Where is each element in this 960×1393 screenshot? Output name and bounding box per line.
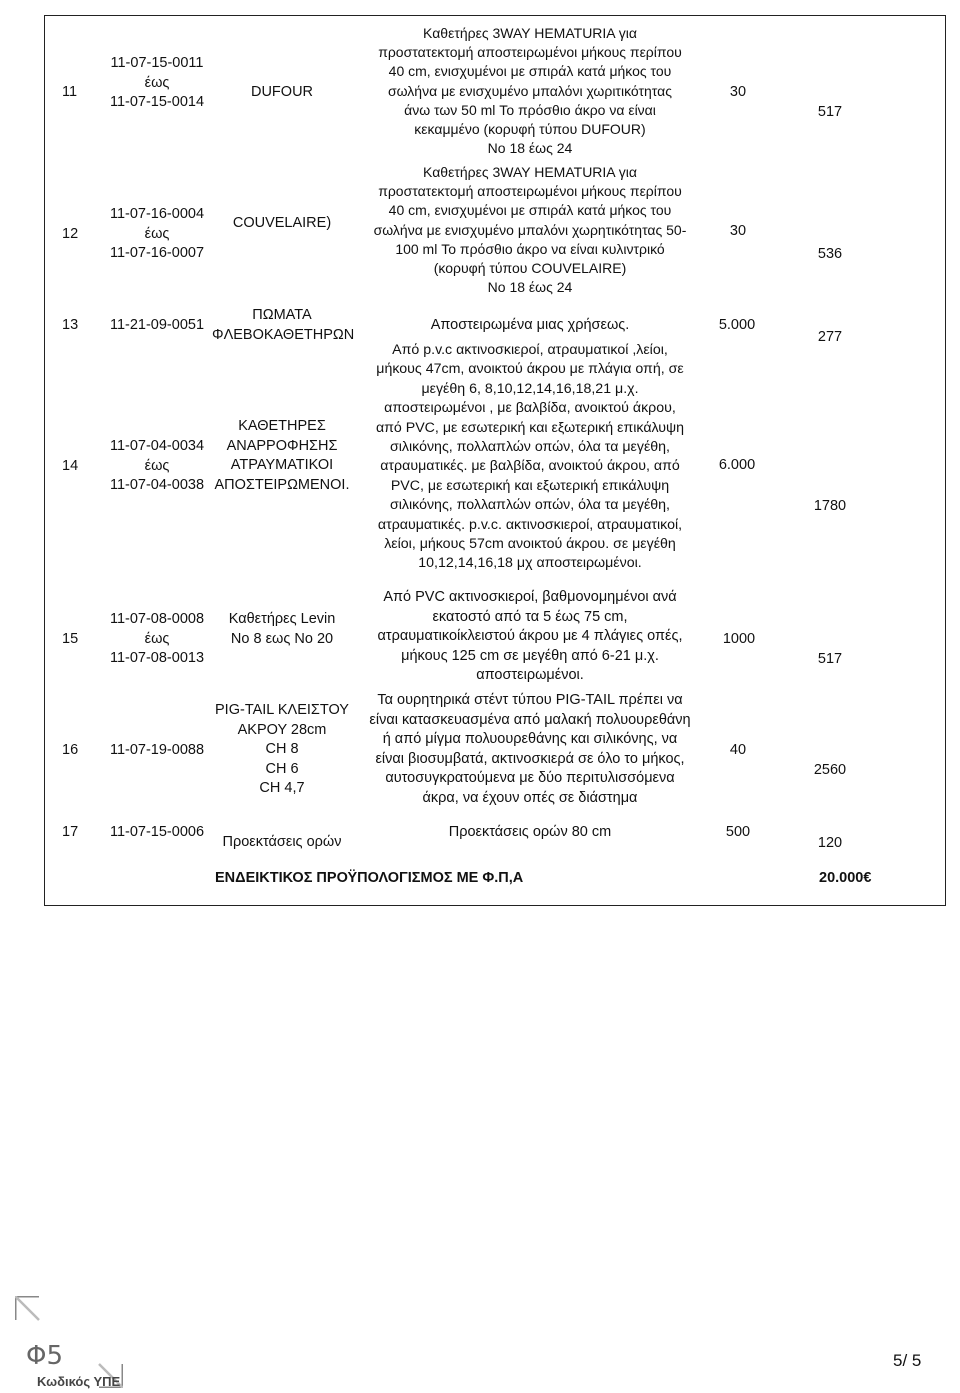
row-13-category: ΠΩΜΑΤΑ ΦΛΕΒΟΚΑΘΕΤΗΡΩΝ [212,307,355,343]
row-14-code: 11-07-04-0034 έως 11-07-04-0038 [109,438,205,494]
row-15-code: 11-07-08-0008 έως 11-07-08-0013 [109,611,205,667]
row-15-qty: 1000 [722,631,756,647]
row-11-no: 11 [62,84,78,100]
row-16-price: 2560 [813,762,847,778]
row-14-description: Από p.v.c ακτινοσκιεροί, ατραυματικοί ,λείοι, μήκους 47cm, ανοικτού άκρου με πλάγια οπή, σε μεγέθη 6, 8,10,12,14,16,18,21 μ.χ. αποστειρωμένοι , με βαλβίδα, ανοικτού άκρου, από PVC, με εσωτερική και εξωτερική επικάλυψη σιλικόνης, πολλαπλών οπών, όλα τα μεγέθη, ατραυματικές. με βαλβίδα, ανοικτού άκρου, από PVC, με εσωτερική και εξωτερική επικάλυψη σιλικόνης, πολλαπλών οπών, όλα τα μεγέθη, ατραυματικές. p.v.c. ακτινοσκιεροί, ατραυματικοί, λείοι, μήκους 57cm ανοικτού άκρου. σε μεγέθη 10,12,14,16,18 μχ αποστειρωμένοι. [375,342,685,572]
row-13-code: 11-21-09-0051 [109,317,205,333]
row-17-category: Προεκτάσεις ορών [222,834,342,850]
row-15-category: Καθετήρες Levin Νο 8 εως Νο 20 [228,611,336,647]
row-17-qty: 500 [725,824,751,840]
row-11-category: DUFOUR [250,84,314,100]
row-15-price: 517 [817,651,843,667]
euro-symbol: € [863,870,872,886]
row-13-description: Αποστειρωμένα μιας χρήσεως. [430,317,630,333]
row-11-description: Καθετήρες 3WAY HEMATURIA για προστατεκτομή αποστειρωμένοι μήκους περίπου 40 cm, ενισχυμένοι με σπιράλ κατά μήκος του σωλήνα με ενισχυμένο μπαλόνι χωριτικότητας άνω των 50 ml Το πρόσθιο άκρο να είναι κεκαμμένο (κορυφή τύπου DUFOUR) Νο 18 έως 24 [378,25,682,157]
row-12-description: Καθετήρες 3WAY HEMATURIA για προστατεκτομή αποστειρωμένοι μήκους περίπου 40 cm, ενισχυμένοι με σπιράλ κατά μήκος του σωλήνα με ενισχυμένο μπαλόνι χωρητικότητας 50- 100 ml Το πρόσθιο άκρο να είναι κυλιντρικό (κορυφή τύπου COUVELAIRE) Νο 18 έως 24 [373,164,687,296]
total-amount: 20.000 [819,870,864,886]
row-15-no: 15 [62,631,79,647]
row-17-description: Προεκτάσεις ορών 80 cm [448,824,612,840]
row-14-qty: 6.000 [718,457,756,473]
row-16-qty: 40 [729,742,747,758]
row-16-description: Τα ουρητηρικά στέντ τύπου PIG-TAIL πρέπει να είναι κατασκευασμένα από μαλακή πολυουρεθάνη ή από μίγμα πολυουρεθάνης και σιλικόνης, να είναι βιοσυμβατά, ακτινοσκιερά σε όλο το μήκος, αυτοσυγκρατούμενα με δύο περιτυλισσόμενα άκρα, να έχουν οπές σε διάστημα [369,692,691,806]
row-16-no: 16 [62,742,79,758]
row-12-price: 536 [817,246,843,262]
row-16-code: 11-07-19-0088 [109,742,205,758]
footer-stamp [15,1296,123,1388]
row-17-no: 17 [62,824,79,840]
stamp-caption: Κωδικός ΥΠΕ [37,1374,121,1389]
row-11-code: 11-07-15-0011 έως 11-07-15-0014 [109,55,205,111]
row-13-no: 13 [62,317,79,333]
row-14-category: ΚΑΘΕΤΗΡΕΣ ΑΝΑΡΡΟΦΗΣΗΣ ΑΤΡΑΥΜΑΤΙΚΟΙ ΑΠΟΣΤΕΙΡΩΜΕΝΟΙ. [214,418,350,493]
row-11-qty: 30 [729,84,747,100]
total-value [819,870,871,886]
row-12-qty: 30 [729,223,747,239]
row-16-category: PIG-TAIL ΚΛΕΙΣΤΟΥ ΑΚΡΟΥ 28cm CH 8 CH 6 CH 4,7 [215,702,349,797]
row-13-price: 277 [817,329,843,345]
row-15-description: Από PVC ακτινοσκιεροί, βαθμονομημένοι ανά εκατοστό από τα 5 έως 75 cm, ατραυματικοίκλειστού άκρου με 4 πλάγιες οπές, μήκους 125 cm σε μεγέθη από 6-21 μ.χ. αποστειρωμένοι. [377,589,683,684]
page-number: 5/ 5 [893,1351,922,1370]
row-14-price: 1780 [813,498,847,514]
row-11-price: 517 [817,104,843,120]
row-17-code: 11-07-15-0006 [109,824,205,840]
row-13-qty: 5.000 [718,317,756,333]
row-12-no: 12 [62,226,79,242]
row-12-category: COUVELAIRE) [232,215,332,231]
stamp-label: Φ5 [26,1341,64,1371]
row-14-no: 14 [62,458,79,474]
total-label: ΕΝΔΕΙΚΤΙΚΟΣ ΠΡΟΫΠΟΛΟΓΙΣΜΟΣ ΜΕ Φ.Π,Α [215,870,524,886]
row-12-code: 11-07-16-0004 έως 11-07-16-0007 [109,206,205,262]
row-17-price: 120 [817,835,843,851]
